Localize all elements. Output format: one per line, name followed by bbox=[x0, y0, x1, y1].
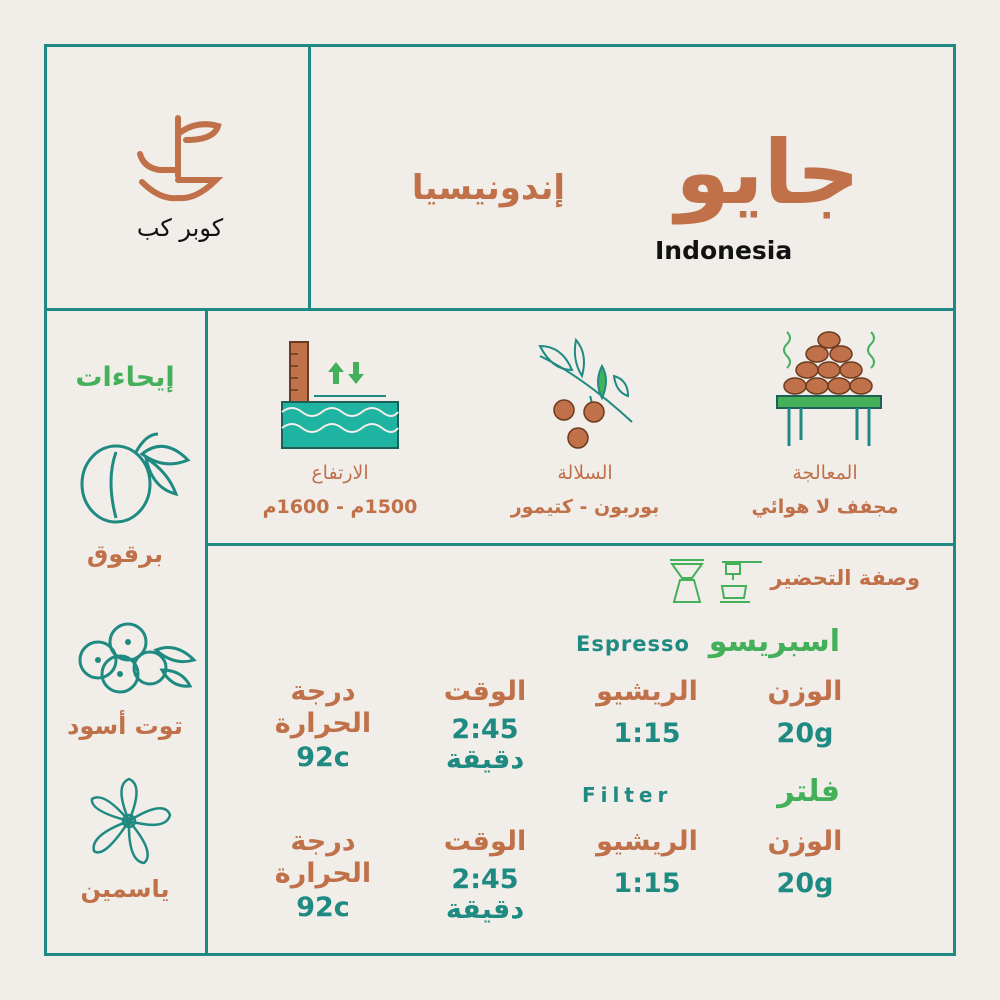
divider-middle-horizontal bbox=[205, 543, 956, 546]
espresso-weight-value: 20g bbox=[776, 718, 834, 749]
brand-name: كوبر كب bbox=[136, 214, 224, 242]
apricot-icon bbox=[76, 430, 192, 526]
filter-temp-value: 92c bbox=[296, 892, 350, 923]
page-title: جايو bbox=[675, 121, 860, 224]
filter-weight-value: 20g bbox=[776, 868, 834, 899]
processing-label: المعالجة bbox=[792, 462, 858, 484]
altitude-icon bbox=[280, 338, 404, 452]
espresso-time-unit: دقيقة bbox=[445, 744, 525, 775]
divider-header-horizontal bbox=[44, 308, 956, 311]
filter-title-en: Filter bbox=[582, 783, 673, 807]
espresso-ratio-label: الريشيو bbox=[596, 676, 698, 707]
filter-ratio-label: الريشيو bbox=[596, 826, 698, 857]
filter-time-label: الوقت bbox=[443, 826, 527, 857]
processing-value: مجفف لا هوائي bbox=[751, 496, 899, 518]
coffee-cup-logo bbox=[120, 108, 240, 208]
drying-beans-icon bbox=[775, 322, 885, 452]
filter-temp-label-2: الحرارة bbox=[274, 858, 372, 889]
pour-over-icon bbox=[668, 558, 706, 604]
espresso-weight-label: الوزن bbox=[767, 676, 843, 707]
filter-weight-label: الوزن bbox=[767, 826, 843, 857]
blackcurrant-icon bbox=[76, 620, 196, 694]
jasmine-icon bbox=[84, 775, 174, 867]
note-blackcurrant-label: توت أسود bbox=[67, 712, 183, 740]
espresso-temp-label-1: درجة bbox=[290, 676, 356, 707]
espresso-temp-label-2: الحرارة bbox=[274, 708, 372, 739]
espresso-time-label: الوقت bbox=[443, 676, 527, 707]
filter-time-value: 2:45 bbox=[451, 864, 519, 895]
notes-title: إيحاءات bbox=[75, 362, 175, 393]
recipe-title: وصفة التحضير bbox=[770, 566, 920, 590]
filter-temp-label-1: درجة bbox=[290, 826, 356, 857]
espresso-title-ar: اسبريسو bbox=[708, 624, 840, 659]
espresso-temp-value: 92c bbox=[296, 742, 350, 773]
espresso-ratio-value: 1:15 bbox=[613, 718, 681, 749]
filter-time-unit: دقيقة bbox=[445, 894, 525, 925]
espresso-time-value: 2:45 bbox=[451, 714, 519, 745]
variety-value: بوربون - كتيمور bbox=[510, 496, 660, 518]
altitude-value: 1500م - 1600م bbox=[262, 496, 418, 518]
logo bbox=[120, 108, 240, 248]
page-subtitle: إندونيسيا bbox=[411, 168, 565, 208]
divider-left-vertical bbox=[205, 308, 208, 956]
espresso-machine-icon bbox=[718, 558, 764, 604]
variety-label: السلالة bbox=[557, 462, 613, 484]
country-english: Indonesia bbox=[655, 236, 793, 265]
filter-ratio-value: 1:15 bbox=[613, 868, 681, 899]
note-apricot-label: برقوق bbox=[86, 540, 164, 568]
altitude-label: الارتفاع bbox=[311, 462, 369, 484]
coffee-branch-icon bbox=[532, 336, 640, 456]
divider-top-vertical bbox=[308, 44, 311, 310]
espresso-title-en: Espresso bbox=[576, 632, 690, 656]
filter-title-ar: فلتر bbox=[777, 774, 840, 809]
note-jasmine-label: ياسمين bbox=[80, 875, 170, 903]
